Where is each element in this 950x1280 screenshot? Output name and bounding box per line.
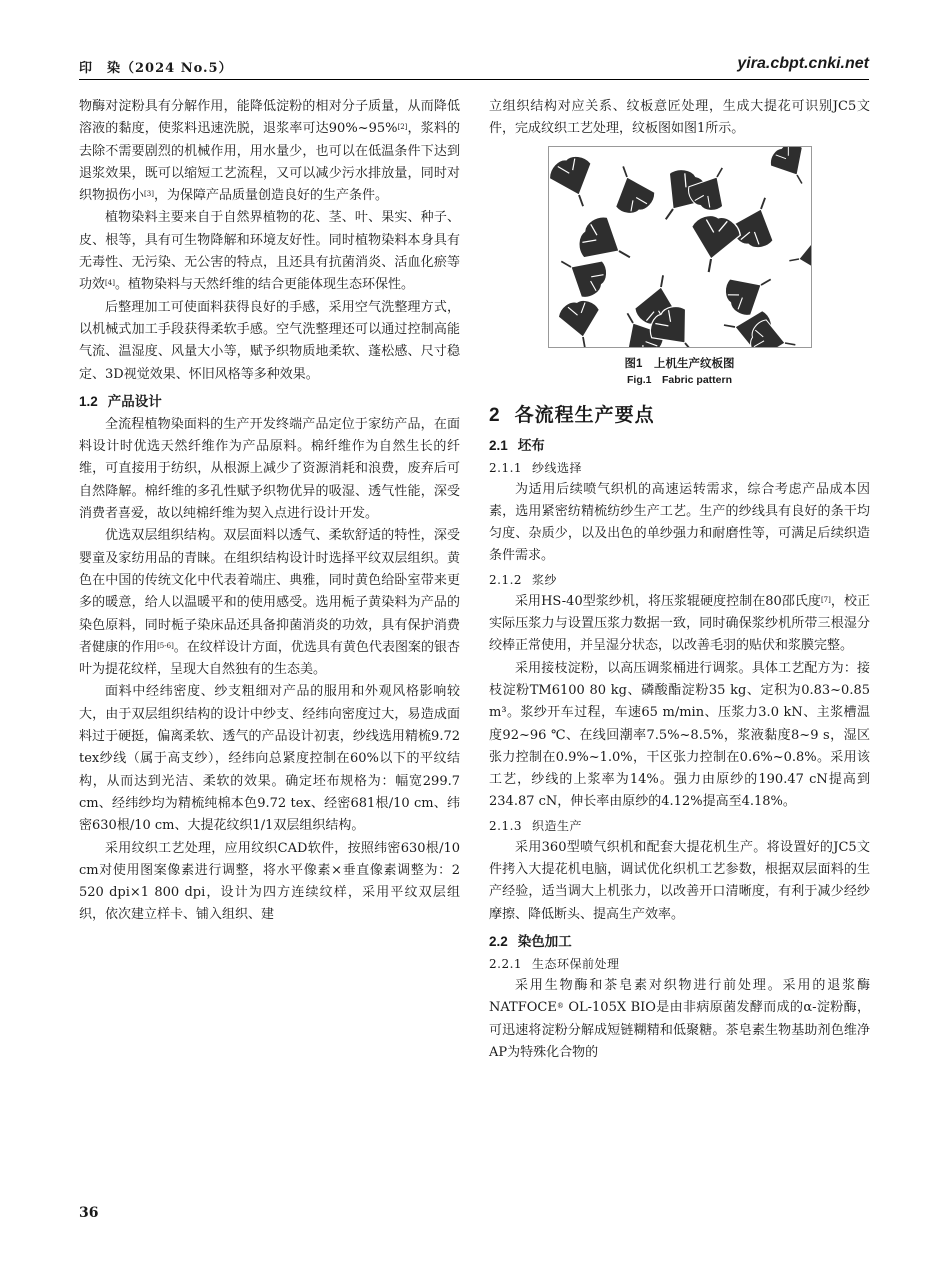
- paragraph: 植物染料主要来自于自然界植物的花、茎、叶、果实、种子、皮、根等，具有可生物降解和环境友好性。同时植物染料本身具有无毒性、无污染、无公害的特点，且还具有抗菌消炎、活血化瘀等功效[4]。植物染料与天然纤维的结合更能体现生态环保性。: [79, 210, 460, 293]
- paragraph: 面料中经纬密度、纱支粗细对产品的服用和外观风格影响较大，由于双层组织结构的设计中纱支、经纬向密度过大，易造成面料过于硬挺，偏离柔软、透气的产品设计初衷，纱线选用精梳9.72 tex纱线（属于高支纱），经纬向总紧度控制在60%以下的平纹结构，从而达到光洁、柔软的效果。确定坯布规格为：幅宽299.7 cm、经纬纱均为精梳纯棉本色9.72 tex、经密681根/10 cm、纬密630根/10 cm、大提花纹织1/1双层组织结构。: [79, 684, 460, 834]
- paragraph: 采用360型喷气织机和配套大提花机生产。将设置好的JC5文件拷入大提花机电脑，调试优化织机工艺参数，根据双层面料的生产经验，适当调大上机张力，以改善开口清晰度，有利于减少经纱摩擦、降低断头、提高生产效率。: [489, 839, 870, 922]
- section-heading-2-1-2: 2.1.2 浆纱: [489, 572, 558, 587]
- citation[interactable]: [4]: [105, 279, 115, 288]
- fabric-pattern-image: [548, 146, 812, 348]
- paragraph: 全流程植物染面料的生产开发终端产品定位于家纺产品，在面料设计时优选天然纤维作为产品原料。棉纤维作为自然生长的纤维，可直接用于纺织，从根源上减少了资源消耗和浪费，废弃后可自然降解。棉纤维的多孔性赋予织物优异的吸湿、透气性能，深受消费者喜爱，故以纯棉纤维为契入点进行设计开发。: [79, 416, 460, 522]
- paragraph: 采用HS-40型浆纱机，将压浆辊硬度控制在80邵氏度[7]，校正实际压浆力与设置压浆力数据一致，同时确保浆纱机所带三根湿分绞棒正常使用，并呈湿分状态，以改善毛羽的贴伏和浆膜完整。: [489, 593, 870, 654]
- paragraph: 立组织结构对应关系、纹板意匠处理，生成大提花可识别JC5文件，完成纹织工艺处理，纹板图如图1所示。: [489, 99, 870, 137]
- registered-mark: ®: [556, 1002, 564, 1011]
- figure-1: [489, 146, 870, 388]
- header-rule: [79, 79, 869, 80]
- page-header: [79, 55, 869, 81]
- section-heading-2-2-1: 2.2.1 生态环保前处理: [489, 956, 620, 971]
- citation[interactable]: [7]: [820, 595, 831, 604]
- right-column: [489, 96, 870, 1064]
- paragraph: 采用生物酶和茶皂素对织物进行前处理。采用的退浆酶NATFOCE® OL-105X BIO是由非病原菌发酵而成的α-淀粉酶，可迅速将淀粉分解成短链糊精和低聚糖。茶皂素生物基助剂色维净AP为特殊化合物的: [489, 977, 870, 1060]
- journal-title: 印 染（2024 No.5）: [79, 61, 233, 76]
- paragraph: 采用纹织工艺处理，应用纹织CAD软件，按照纬密630根/10 cm对使用图案像素进行调整，将水平像素×垂直像素调整为：2 520 dpi×1 800 dpi，设计为四方连续纹样，采用平纹双层组织，依次建立样卡、铺入组织、建: [79, 840, 460, 923]
- paragraph: 采用接枝淀粉，以高压调浆桶进行调浆。具体工艺配方为：接枝淀粉TM6100 80 kg、磷酸酯淀粉35 kg、定积为0.83~0.85 m³。浆纱开车过程，车速65 m/min、压浆力3.0 kN、主浆槽温度92~96 ℃、在线回潮率7.5%~8.5%，浆液黏度8~9 s，湿区张力控制在0.9%~1.0%，干区张力控制在0.6%~0.8%。采用该工艺，纱线的上浆率为14%。强力由原纱的190.47 cN提高到234.87 cN，伸长率由原纱的4.12%提高至4.18%。: [489, 660, 870, 810]
- section-heading-2-1-1: 2.1.1 纱线选择: [489, 460, 583, 475]
- figure-caption-en: Fig.1 Fabric pattern: [626, 373, 732, 386]
- citation[interactable]: [5-6]: [157, 641, 174, 650]
- journal-website: yira.cbpt.cnki.net: [737, 55, 869, 72]
- paragraph: 物酶对淀粉具有分解作用，能降低淀粉的相对分子质量，从而降低溶液的黏度，使浆料迅速洗脱，退浆率可达90%~95%[2]，浆料的去除不需要剧烈的机械作用，用水量少，也可以在低温条件下达到退浆效果，既可以缩短工艺流程，又可以减少污水排放量，同时对织物损伤小[3]，为保障产品质量创造良好的生产条件。: [79, 99, 460, 204]
- section-heading-2: 2 各流程生产要点: [489, 404, 655, 426]
- citation[interactable]: [3]: [144, 190, 154, 199]
- section-heading-2-1: 2.1 坯布: [489, 437, 545, 453]
- left-column: [79, 96, 460, 927]
- citation[interactable]: [2]: [397, 123, 408, 132]
- paragraph: 后整理加工可使面料获得良好的手感，采用空气洗整理方式，以机械式加工手段获得柔软手感。空气洗整理还可以通过控制高能气流、温湿度、风量大小等，赋予织物质地柔软、蓬松感、尺寸稳定、3D视觉效果、怀旧风格等多种效果。: [79, 299, 460, 382]
- paragraph: 优选双层组织结构。双层面料以透气、柔软舒适的特性，深受婴童及家纺用品的青睐。在组织结构设计时选择平纹双层组织。黄色在中国的传统文化中代表着端庄、典雅，同时黄色给卧室带来更多的暖意，给人以温暖平和的使用感受。选用栀子黄染料为产品的染色原料，同时栀子染床品还具备抑菌消炎的功效，具有保护消费者健康的作用[5-6]。在纹样设计方面，优选具有黄色代表图案的银杏叶为提花纹样，呈现大自然独有的生态美。: [79, 528, 460, 678]
- section-heading-2-1-3: 2.1.3 织造生产: [489, 818, 583, 833]
- section-heading-1-2: 1.2 产品设计: [79, 393, 162, 409]
- paragraph: 为适用后续喷气织机的高速运转需求，综合考虑产品成本因素，选用紧密纺精梳纺纱生产工艺。生产的纱线具有良好的条干均匀度、杂质少，以及出色的单纱强力和耐磨性等，可满足后续织造条件需求。: [489, 481, 870, 564]
- page-number: 36: [79, 1205, 99, 1221]
- section-heading-2-2: 2.2 染色加工: [489, 933, 572, 949]
- figure-caption-cn: 图1 上机生产纹板图: [624, 357, 735, 370]
- ginkgo-leaf-pattern: [549, 147, 811, 347]
